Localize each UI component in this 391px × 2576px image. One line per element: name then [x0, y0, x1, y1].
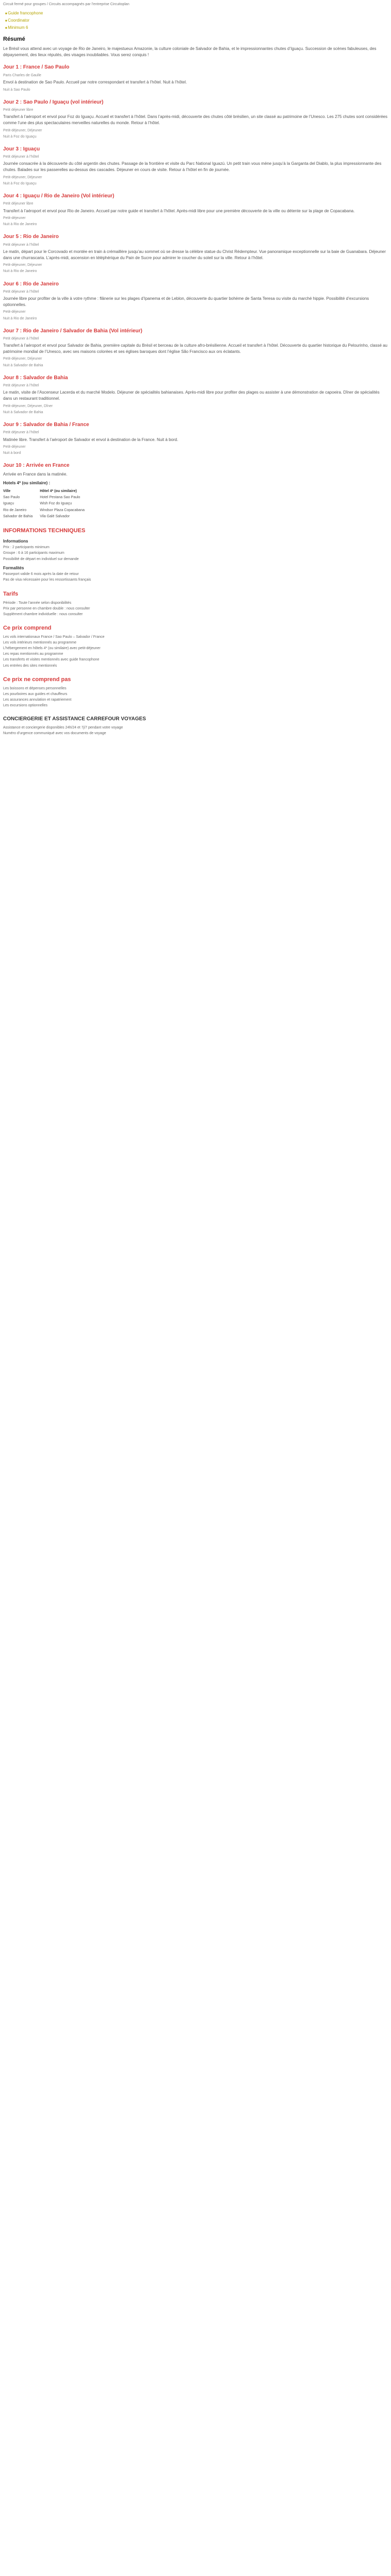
day-block: [3, 328, 388, 368]
assistance-line: Numéro d’urgence communiqué avec vos documents de voyage: [3, 731, 106, 735]
tag-item: ■ Coordinator: [5, 18, 388, 24]
day-date: Petit déjeuner à l’hôtel: [3, 431, 39, 435]
day-block: [3, 64, 388, 92]
excluded-title: Ce prix ne comprend pas: [3, 676, 71, 683]
day-date: Petit déjeuner libre: [3, 202, 34, 206]
day-meals: Petit-déjeuner: [3, 445, 26, 449]
info-line: Possibilité de départ en individuel sur demande: [3, 557, 79, 561]
table-cell-city: Iguaçu: [3, 502, 14, 506]
day-title: Jour 4 : Iguaçu / Rio de Janeiro (Vol intérieur): [3, 193, 115, 199]
hotels-table: [3, 488, 92, 520]
itinerary: [3, 64, 388, 477]
day-night: Nuit à Rio de Janeiro: [3, 316, 37, 320]
day-description: Envol à destination de Sao Paulo. Accueil par notre correspondant et transfert à l’hôtel. Nuit à l’hôtel.: [3, 79, 187, 84]
day-date: Petit déjeuner libre: [3, 108, 34, 112]
day-meals: Petit-déjeuner: [3, 310, 26, 314]
page: [0, 0, 391, 757]
excluded-line: Les pourboires aux guides et chauffeurs: [3, 692, 68, 696]
table-row: [3, 495, 92, 501]
day-meals: Petit-déjeuner, Déjeuner: [3, 175, 42, 179]
day-date: Petit déjeuner à l’hôtel: [3, 155, 39, 159]
day-title: Jour 9 : Salvador de Bahia / France: [3, 421, 89, 428]
info-line: Prix : 2 participants minimum: [3, 546, 50, 550]
day-block: [3, 462, 388, 477]
table-row: [3, 501, 92, 507]
table-cell-hotel: Hotel Pestana Sao Paulo: [40, 496, 80, 500]
day-description: Arrivée en France dans la matinée.: [3, 471, 68, 477]
tag-item: ■ Minimum 6: [5, 25, 388, 31]
info-title: INFORMATIONS TECHNIQUES: [3, 527, 86, 534]
day-title: Jour 7 : Rio de Janeiro / Salvador de Bahia (Vol intérieur): [3, 328, 142, 334]
day-description: Journée libre pour profiter de la ville à votre rythme : flânerie sur les plages d’Ipanema et de Leblon, découverte du quartier bohème de Santa Teresa ou visite du marché hippie. Possibilité d’excursions optionnelles.: [3, 296, 369, 307]
day-meals: Petit-déjeuner: [3, 216, 26, 221]
table-cell-city: Sao Paulo: [3, 496, 20, 500]
day-description: Transfert à l’aéroport et envol pour Foz do Iguaçu. Accueil et transfert à l’hôtel. Dans l’après-midi, découverte des chutes côté brésilien, un site classé au patrimoine de l’Unesco. Les 275 chutes sont considérées comme l’une des plus spectaculaires merveilles naturelles du monde. Retour à l’hôtel.: [3, 114, 387, 125]
day-title: Jour 8 : Salvador de Bahia: [3, 375, 68, 381]
excluded-line: Les assurances annulation et rapatriement: [3, 698, 72, 702]
day-night: Nuit à Rio de Janeiro: [3, 223, 37, 227]
summary-text: Le Brésil vous attend avec un voyage de Rio de Janeiro, le majestueux Amazonie, la culture coloniale de Salvador de Bahia, et le impressionnantes chutes d’Iguaçu. Succession de scènes fabuleuses, des dépaysement, des lieux réputés, des visages inoubliables. Vous serez conquis !: [3, 46, 377, 57]
info-subtitle-informations: Informations: [3, 538, 28, 544]
day-night: Nuit à Rio de Janeiro: [3, 269, 37, 274]
day-night: Nuit à Salvador de Bahia: [3, 410, 43, 414]
tag-list: [5, 10, 388, 30]
day-night: Nuit à Salvador de Bahia: [3, 363, 43, 367]
day-description: Transfert à l’aéroport et envol pour Rio de Janeiro. Accueil par notre guide et transfert à l’hôtel. Après-midi libre pour une première découverte de la ville ou détente sur la plage de Copacabana.: [3, 208, 355, 213]
price-title: Tarifs: [3, 590, 19, 597]
included-line: L’hébergement en hôtels 4* (ou similaire) avec petit-déjeuner: [3, 647, 101, 651]
table-cell-hotel: Windsor Plaza Copacabana: [40, 508, 85, 512]
top-note: Circuit fermé pour groupes / Circuits accompagnés par l’entreprise Circuitoplan: [3, 3, 129, 6]
included-line: Les vols intérieurs mentionnés au programme: [3, 641, 77, 645]
hotels-title: Hotels 4* (ou similaire) :: [3, 481, 51, 486]
assistance-title: CONCIERGERIE ET ASSISTANCE CARREFOUR VOYAGES: [3, 716, 146, 722]
table-cell-hotel: Wish Foz do Iguaçu: [40, 502, 72, 506]
table-header-city: Ville: [3, 489, 11, 494]
day-block: [3, 281, 388, 321]
day-night: Nuit à Foz do Iguaçu: [3, 134, 37, 139]
info-subtitle-formalites: Formalités: [3, 565, 24, 570]
day-title: Jour 5 : Rio de Janeiro: [3, 234, 59, 240]
info-line: Passeport valide 6 mois après la date de retour: [3, 572, 79, 577]
day-meals: Petit-déjeuner, Déjeuner: [3, 357, 42, 361]
day-description: Le matin, départ pour le Corcovado et montée en train à crémaillère jusqu’au sommet où se dresse la célèbre statue du Christ Rédempteur. Vue panoramique exceptionnelle sur la baie de Guanabara. Déjeuner dans une churrascaria. L’après-midi, ascension en téléphérique du Pain de Sucre pour admirer le coucher du soleil sur la ville. Retour à l’hôtel.: [3, 249, 386, 260]
day-description: Matinée libre. Transfert à l’aéroport de Salvador et envol à destination de la France. Nuit à bord.: [3, 437, 178, 442]
day-meals: Petit-déjeuner, Déjeuner, Dîner: [3, 404, 53, 408]
table-header-hotel: Hôtel 4* (ou similaire): [40, 489, 77, 494]
summary-title: Résumé: [3, 36, 25, 43]
day-date: Petit déjeuner à l’hôtel: [3, 384, 39, 388]
tag-item: ■ Guide francophone: [5, 10, 388, 16]
day-title: Jour 1 : France / Sao Paulo: [3, 64, 70, 71]
assistance-line: Assistance et conciergerie disponibles 24h/24 et 7j/7 pendant votre voyage: [3, 725, 123, 730]
day-date: Paris Charles de Gaulle: [3, 73, 41, 77]
day-title: Jour 3 : Iguaçu: [3, 146, 40, 152]
included-line: Les transferts et visites mentionnés avec guide francophone: [3, 658, 100, 662]
info-line: Pas de visa nécessaire pour les ressortissants français: [3, 578, 91, 582]
day-title: Jour 6 : Rio de Janeiro: [3, 281, 59, 287]
day-block: [3, 375, 388, 415]
day-block: [3, 193, 388, 228]
table-cell-hotel: Vila Galé Salvador: [40, 514, 70, 518]
table-header-row: [3, 488, 92, 495]
table-cell-city: Salvador de Bahia: [3, 514, 33, 518]
day-date: Petit déjeuner à l’hôtel: [3, 337, 39, 341]
day-description: Le matin, visite de l’Ascenseur Lacerda et du marché Modelo. Déjeuner de spécialités bahianaises. Après-midi libre pour profiter des plages ou assister à une démonstration de capoeira. Dîner de spécialités dans un restaurant traditionnel.: [3, 390, 380, 401]
day-night: Nuit à Sao Paulo: [3, 88, 30, 92]
day-meals: Petit-déjeuner, Déjeuner: [3, 263, 42, 267]
day-title: Jour 10 : Arrivée en France: [3, 463, 70, 469]
day-block: [3, 146, 388, 187]
excluded-line: Les excursions optionnelles: [3, 704, 47, 708]
included-line: Les vols internationaux France / Sao Paulo – Salvador / France: [3, 635, 105, 639]
included-title: Ce prix comprend: [3, 624, 52, 631]
table-cell-city: Rio de Janeiro: [3, 508, 27, 512]
day-block: [3, 99, 388, 140]
day-description: Journée consacrée à la découverte du côté argentin des chutes. Passage de la frontière et visite du Parc National Iguazú. Un petit train vous mène jusqu’à la Garganta del Diablo, la plus impressionnante des chutes. Balades sur les passerelles au-dessus des cascades. Déjeuner en cours de visite. Retour à l’hôtel en fin de journée.: [3, 161, 382, 173]
price-line: Prix par personne en chambre double : nous consulter: [3, 606, 90, 611]
day-block: [3, 421, 388, 456]
table-row: [3, 507, 92, 514]
included-line: Les entrées des sites mentionnés: [3, 664, 57, 668]
excluded-line: Les boissons et dépenses personnelles: [3, 686, 67, 690]
day-block: [3, 233, 388, 274]
included-line: Les repas mentionnés au programme: [3, 652, 63, 656]
day-date: Petit déjeuner à l’hôtel: [3, 243, 39, 247]
day-meals: Petit-déjeuner, Déjeuner: [3, 128, 42, 132]
price-line: Supplément chambre individuelle : nous consulter: [3, 612, 83, 616]
table-row: [3, 514, 92, 520]
price-line: Période : Toute l’année selon disponibilités: [3, 601, 72, 605]
day-description: Transfert à l’aéroport et envol pour Salvador de Bahia, première capitale du Brésil et berceau de la culture afro-brésilienne. Accueil et transfert à l’hôtel. Découverte du quartier historique du Pelourinho, classé au patrimoine mondial de l’Unesco, avec ses maisons colorées et ses églises baroques dont l’église São Francisco aux ors éclatants.: [3, 343, 388, 354]
day-night: Nuit à bord: [3, 451, 21, 455]
day-date: Petit déjeuner à l’hôtel: [3, 290, 39, 294]
day-night: Nuit à Foz do Iguaçu: [3, 181, 37, 185]
info-line: Groupe : 6 à 16 participants maximum: [3, 551, 64, 555]
day-title: Jour 2 : Sao Paulo / Iguaçu (vol intérieur): [3, 99, 104, 105]
